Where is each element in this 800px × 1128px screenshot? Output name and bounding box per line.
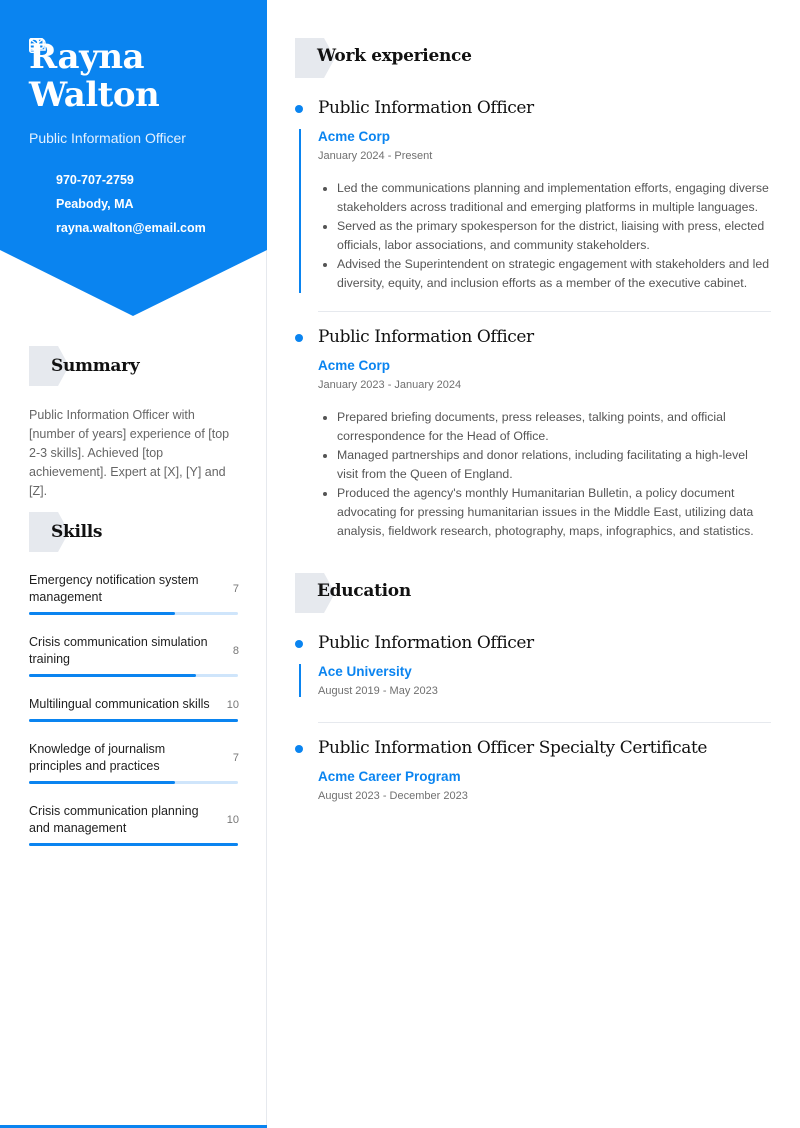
education-section [295,573,771,802]
skill-item [29,572,239,615]
skill-item [29,741,239,784]
entry-details [318,769,771,802]
skill-level: 7 [232,752,239,764]
date-range: August 2023 - December 2023 [318,790,468,802]
skill-bar-fill [29,781,175,784]
skill-level: 7 [232,583,239,595]
summary-section [29,346,239,501]
skill-level: 10 [226,814,239,826]
entry-details [318,129,771,293]
skill-bar-fill [29,612,175,615]
mailbox-icon [29,196,47,212]
achievement-item: • Led the communications planning and implementation efforts, engaging diverse stakeholders across traditional and emerging platforms in multiple languages. [337,179,771,217]
date-range: January 2023 - January 2024 [318,379,462,391]
job-title: Public Information Officer [318,96,771,120]
achievement-item: • Produced the agency's monthly Humanitarian Bulletin, a policy document advocating for pressing humanitarian issues in the Middle East, utilizing data analysis, fieldwork research, photography, maps, infographics, and statistics. [337,484,771,541]
skill-level: 8 [232,645,239,657]
entry-details [318,664,771,697]
email-address[interactable]: rayna.walton@email.com [56,221,206,235]
job-title: Public Information Officer [318,325,771,349]
sidebar [0,0,267,1128]
skill-bar-fill [29,719,238,722]
skills-heading [29,512,239,552]
skill-bar-fill [29,674,196,677]
work-experience-section [295,38,771,541]
degree-title: Public Information Officer [318,631,771,655]
institution-name: Ace University [318,664,412,679]
skill-bar [29,843,238,846]
achievement-item: • Prepared briefing documents, press releases, talking points, and official correspondence for the Head of Office. [337,408,771,446]
work-title: Work experience [317,46,472,66]
contact-location [29,192,259,216]
skills-list [29,572,239,846]
last-name: Walton [29,75,160,115]
skill-name: Emergency notification system management [29,573,199,604]
summary-text: Public Information Officer with [number of years] experience of [top 2-3 skills]. Achieved [top achievement]. Expert at [X], [Y] and [Z]. [29,408,230,498]
envelope-icon [29,220,47,236]
institution-name: Acme Career Program [318,769,461,784]
education-title: Education [317,581,411,601]
main-content [295,38,771,802]
skill-name: Knowledge of journalism principles and practices [29,742,166,773]
work-entry [295,96,771,293]
skill-name: Crisis communication planning and management [29,804,199,835]
contact-phone [29,168,259,192]
achievement-item: • Served as the primary spokesperson for the district, liaising with press, elected officials, labor associations, and community stakeholders. [337,217,771,255]
education-heading [295,573,771,613]
skill-bar [29,674,238,677]
summary-heading [29,346,239,386]
achievement-list [318,179,771,293]
achievement-list [318,408,771,541]
entry-details [318,358,771,541]
achievement-item: • Managed partnerships and donor relations, including facilitating a high-level visit from the Queen of England. [337,446,771,484]
date-range: August 2019 - May 2023 [318,685,438,697]
entry-divider [318,722,771,723]
entry-divider [318,311,771,312]
skill-item [29,803,239,846]
skill-name: Multilingual communication skills [29,697,210,711]
candidate-name [29,38,259,114]
skill-bar [29,612,238,615]
contact-list [29,168,259,240]
location-text: Peabody, MA [56,197,134,211]
date-range: January 2024 - Present [318,150,433,162]
education-entry [295,631,771,697]
education-entry [295,736,771,802]
first-name: Rayna [29,37,145,77]
skill-bar-fill [29,843,238,846]
skill-level: 10 [226,698,239,711]
skill-name: Crisis communication simulation training [29,635,208,666]
contact-email [29,216,259,240]
work-entry [295,325,771,541]
company-name: Acme Corp [318,358,391,373]
work-heading [295,38,771,78]
phone-icon [29,172,47,188]
skill-bar [29,781,238,784]
job-headline: Public Information Officer [29,130,186,146]
profile-header [0,0,267,316]
skill-item [29,696,239,722]
degree-title: Public Information Officer Specialty Certificate [318,736,771,760]
company-name: Acme Corp [318,129,391,144]
skills-title: Skills [51,522,103,542]
phone-number[interactable]: 970-707-2759 [56,173,134,187]
skill-item [29,634,239,677]
skill-bar [29,719,238,722]
skills-section [29,512,239,865]
summary-title: Summary [51,356,140,376]
achievement-item: • Advised the Superintendent on strategic engagement with stakeholders and led diversity, equity, and inclusion efforts as a member of the executive cabinet. [337,255,771,293]
